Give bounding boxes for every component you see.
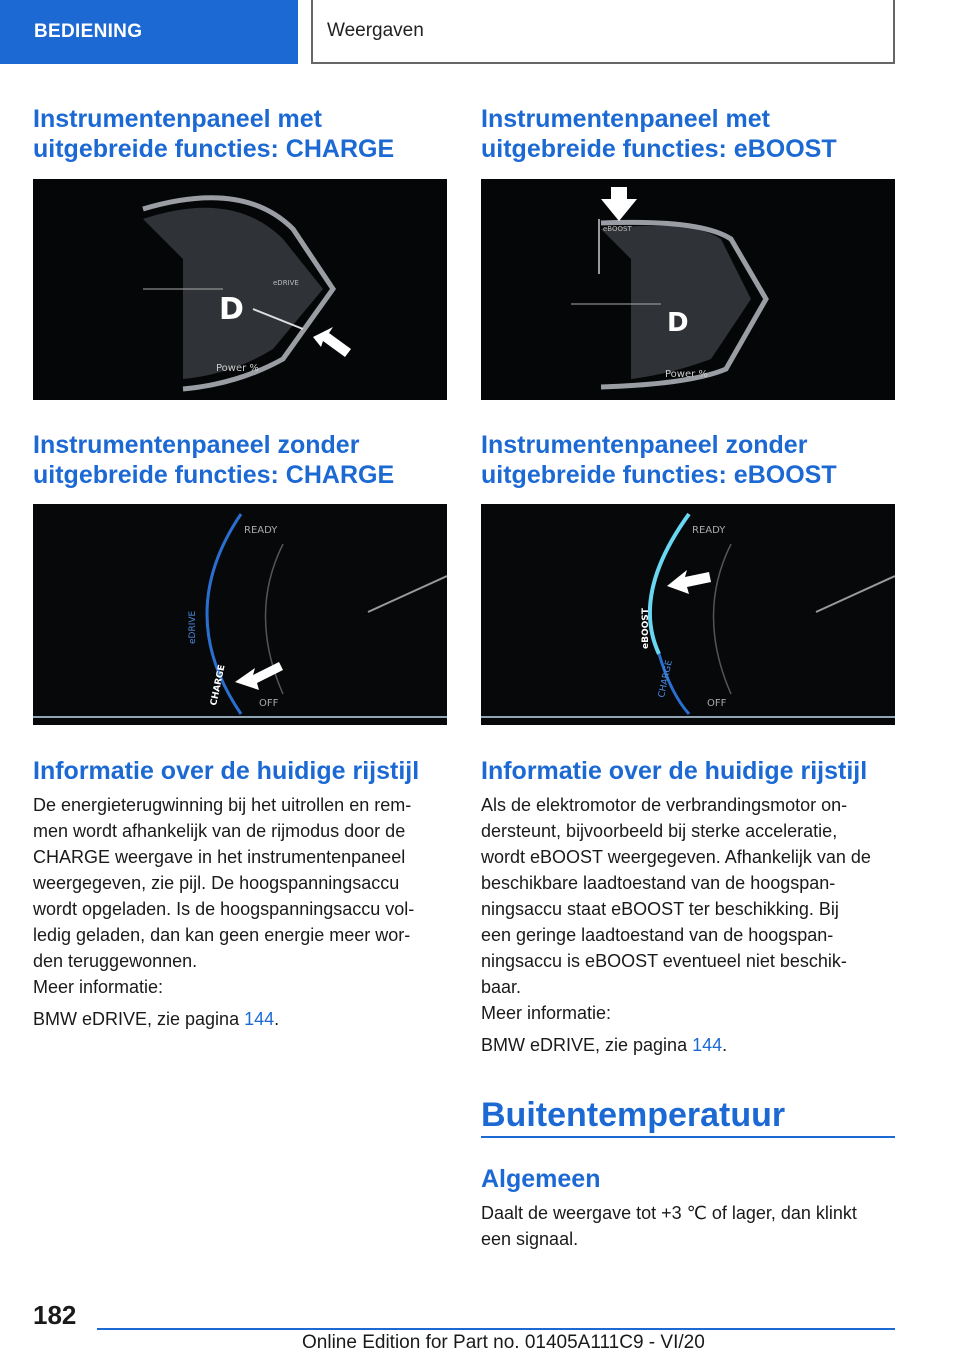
text-line: CHARGE weergave in het instrumentenpaneel xyxy=(33,847,406,867)
reference-text: BMW eDRIVE, zie pagina xyxy=(33,1009,245,1029)
mode-label: eDRIVE xyxy=(273,279,299,287)
section-tab xyxy=(0,0,298,64)
text-line: den teruggewonnen. xyxy=(33,951,198,971)
heading-driving-style-right: Informatie over de huidige rijstijl xyxy=(481,757,868,785)
text-line: men wordt afhankelijk van de rijmodus door de xyxy=(33,821,406,841)
page-number: 182 xyxy=(33,1300,77,1330)
heading-charge-basic: Instrumentenpaneel zonder uitgebreide functies: CHARGE xyxy=(33,431,395,489)
text-line: dersteunt, bijvoorbeeld bij sterke acceleratie, xyxy=(481,821,838,841)
footer-rule xyxy=(97,1328,895,1330)
text-line: weergegeven, zie pijl. De hoogspanningsaccu xyxy=(33,873,400,893)
reference-line xyxy=(33,1006,447,1032)
more-info-label: Meer informatie: xyxy=(481,1003,612,1023)
cluster-image-eboost-extended xyxy=(481,179,895,400)
text-line: een geringe laadtoestand van de hoogspan- xyxy=(481,925,834,945)
cluster-image-charge-extended xyxy=(33,179,447,400)
ready-label: READY xyxy=(244,525,278,536)
mode-label: eBOOST xyxy=(641,608,651,649)
paragraph-eboost xyxy=(481,792,895,1000)
ready-label: READY xyxy=(692,525,726,536)
charge-label: CHARGE xyxy=(657,659,675,699)
paragraph-charge xyxy=(33,792,447,974)
page-link[interactable]: 144 xyxy=(244,1009,275,1029)
off-label: OFF xyxy=(707,698,727,709)
edition-text: Online Edition for Part no. 01405A111C9 - VI/20 xyxy=(302,1332,705,1353)
text-line: ningsaccu is eBOOST eventueel niet beschik- xyxy=(481,951,847,971)
chapter-tab xyxy=(311,0,895,64)
reference-end: . xyxy=(274,1009,280,1029)
chapter-title: Buitentemperatuur xyxy=(481,1096,786,1134)
paragraph-temperature xyxy=(481,1200,895,1252)
chapter-label: Weergaven xyxy=(327,20,424,41)
mode-label: eDRIVE xyxy=(188,610,198,644)
heading-driving-style-left: Informatie over de huidige rijstijl xyxy=(33,757,420,785)
heading-eboost-extended: Instrumentenpaneel met uitgebreide functies: eBOOST xyxy=(481,105,837,163)
more-info-label: Meer informatie: xyxy=(33,977,164,997)
chapter-rule xyxy=(481,1136,895,1138)
subheading-general: Algemeen xyxy=(481,1165,601,1193)
reference-end: . xyxy=(722,1035,728,1055)
heading-eboost-basic: Instrumentenpaneel zonder uitgebreide functies: eBOOST xyxy=(481,431,837,489)
text-line: Daalt de weergave tot +3 ℃ of lager, dan klinkt xyxy=(481,1203,857,1223)
reference-line xyxy=(481,1032,895,1058)
text-line: wordt opgeladen. Is de hoogspanningsaccu vol- xyxy=(33,899,415,919)
text-line: een signaal. xyxy=(481,1229,579,1249)
gear-indicator: D xyxy=(667,308,689,338)
mode-label: eBOOST xyxy=(603,225,632,233)
gear-indicator: D xyxy=(219,292,244,327)
reference-text: BMW eDRIVE, zie pagina xyxy=(481,1035,693,1055)
text-line: beschikbare laadtoestand van de hoogspan- xyxy=(481,873,836,893)
charge-label: CHARGE xyxy=(209,663,228,707)
text-line: ledig geladen, dan kan geen energie meer wor- xyxy=(33,925,411,945)
text-line: Als de elektromotor de verbrandingsmotor on- xyxy=(481,795,848,815)
text-line: ningsaccu staat eBOOST ter beschikking. Bij xyxy=(481,899,839,919)
off-label: OFF xyxy=(259,698,279,709)
text-line: De energieterugwinning bij het uitrollen en rem- xyxy=(33,795,412,815)
section-label: BEDIENING xyxy=(34,21,143,42)
cluster-image-eboost-basic xyxy=(481,504,895,725)
page-link[interactable]: 144 xyxy=(692,1035,723,1055)
text-line: wordt eBOOST weergegeven. Afhankelijk van de xyxy=(481,847,871,867)
text-line: baar. xyxy=(481,977,522,997)
cluster-image-charge-basic xyxy=(33,504,447,725)
heading-charge-extended: Instrumentenpaneel met uitgebreide functies: CHARGE xyxy=(33,105,395,163)
power-label: Power % xyxy=(216,363,259,374)
power-label: Power % xyxy=(665,369,708,380)
